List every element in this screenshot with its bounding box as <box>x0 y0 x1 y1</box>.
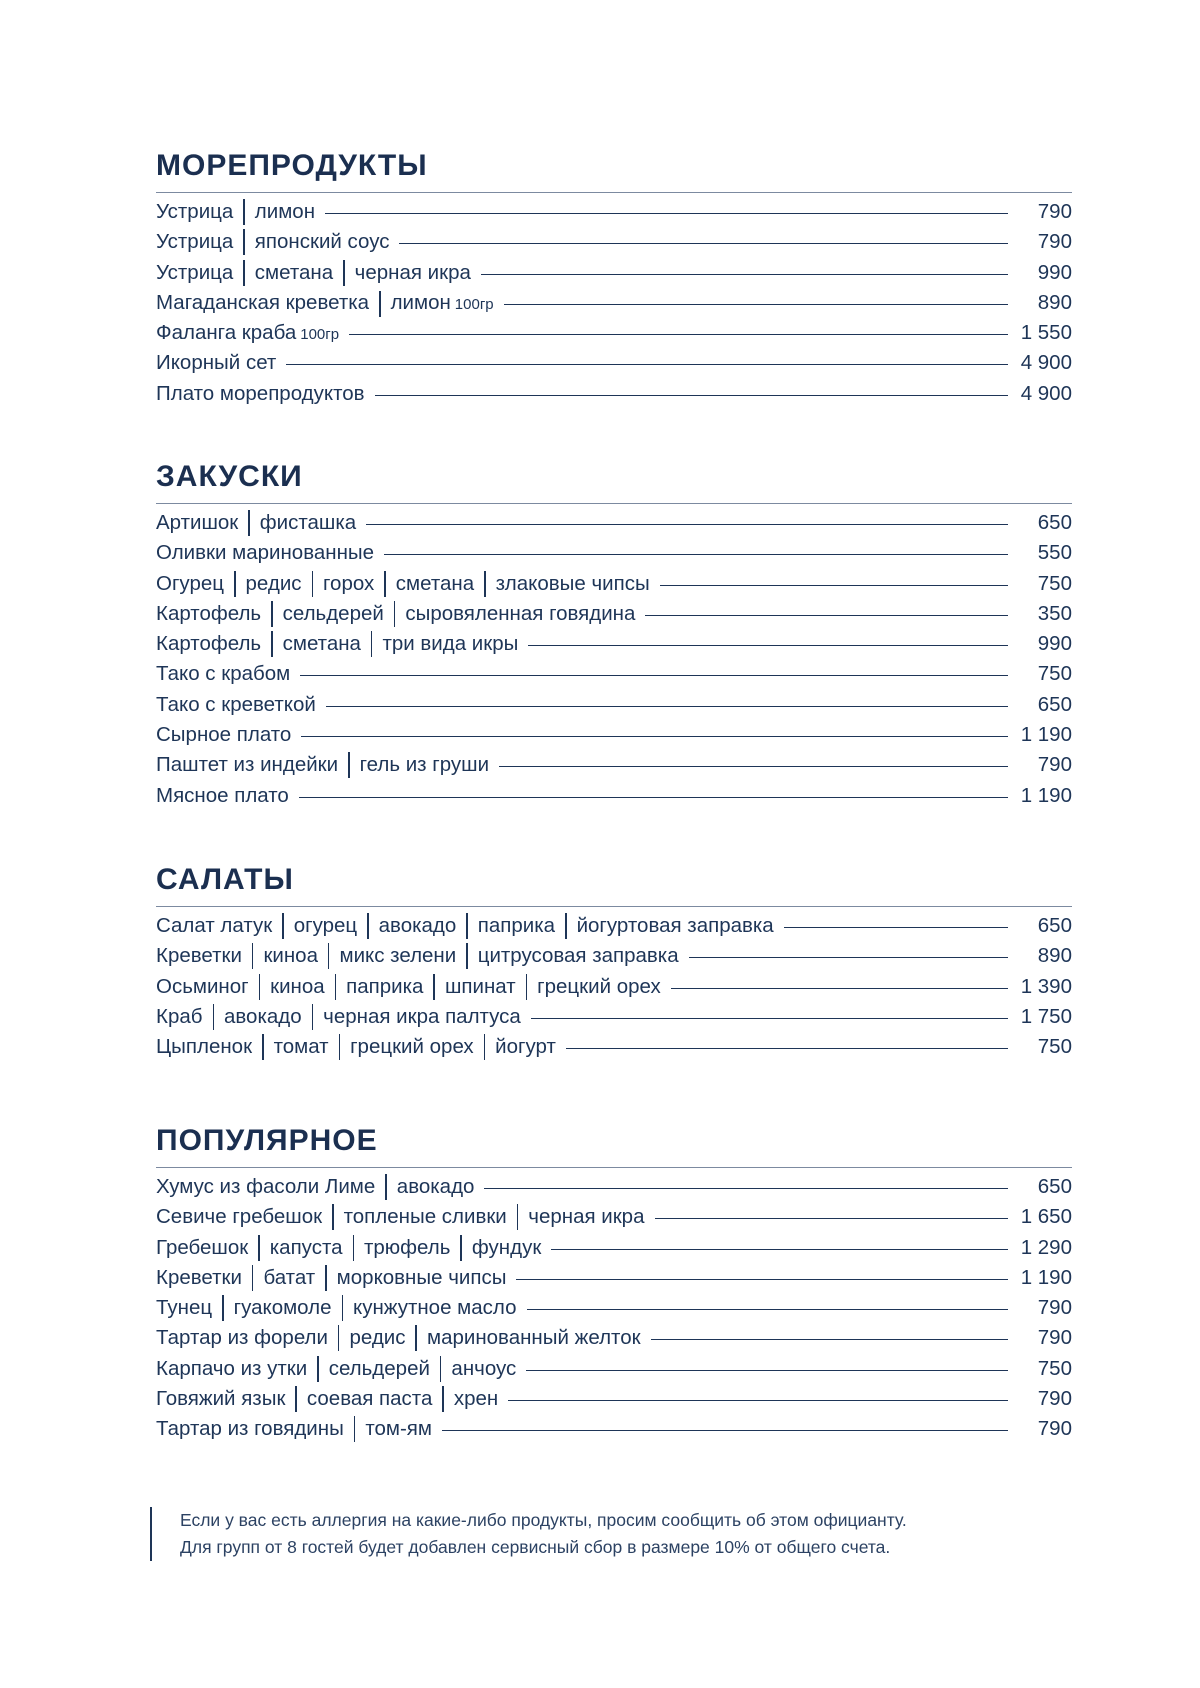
dish-price: 650 <box>1037 914 1072 937</box>
ingredient-separator <box>565 913 567 939</box>
menu-item <box>156 911 1072 941</box>
dot-leader-line <box>508 1400 1008 1401</box>
dot-leader-line <box>484 1188 1008 1189</box>
ingredient-separator <box>271 601 273 627</box>
dish-title: Устрица <box>156 200 234 223</box>
menu-item <box>156 720 1072 750</box>
dot-leader-line <box>349 334 1008 335</box>
dot-leader-line <box>326 706 1008 707</box>
dot-leader-line <box>299 797 1008 798</box>
ingredient-separator <box>384 571 386 597</box>
ingredient: сыровяленная говядина <box>405 601 636 625</box>
menu-item <box>156 538 1072 568</box>
dish-title: Огурец <box>156 571 224 595</box>
service-charge-notice-line: Для групп от 8 гостей будет добавлен сервисный сбор в размере 10% от общего счета. <box>180 1537 891 1557</box>
menu-item <box>156 1263 1072 1293</box>
dish-price: 550 <box>1037 541 1072 565</box>
dish-price: 4 900 <box>1020 351 1072 375</box>
dot-leader-line <box>325 213 1008 214</box>
ingredient-separator <box>213 1004 215 1030</box>
ingredient-separator <box>338 1325 340 1351</box>
ingredient-separator <box>484 571 486 597</box>
dish-name <box>156 569 650 599</box>
dish-title: Тартар из форели <box>156 1326 328 1350</box>
dot-leader-line <box>784 927 1008 928</box>
menu-item <box>156 972 1072 1002</box>
menu-item <box>156 1032 1072 1062</box>
ingredient: редис <box>349 1326 406 1350</box>
dish-name <box>156 629 518 659</box>
dish-price: 1 190 <box>1020 783 1072 807</box>
dish-name <box>156 379 365 409</box>
ingredient: соевая паста <box>306 1387 433 1411</box>
dish-name <box>156 288 494 320</box>
menu-list <box>156 197 1072 409</box>
ingredient: гель из груши <box>359 753 490 777</box>
dish-title: Устрица <box>156 230 234 254</box>
dot-leader-line <box>689 957 1008 958</box>
menu-item <box>156 1172 1072 1202</box>
dish-price: 650 <box>1037 511 1072 534</box>
dish-name <box>156 911 774 941</box>
ingredient-separator <box>252 1265 254 1291</box>
dish-name <box>156 197 315 227</box>
menu-item <box>156 599 1072 629</box>
ingredient: огурец <box>293 914 358 937</box>
ingredient-separator <box>484 1034 486 1060</box>
dish-title: Гребешок <box>156 1235 249 1259</box>
ingredient: японский соус <box>254 230 390 254</box>
dish-name <box>156 258 471 288</box>
ingredient-separator <box>325 1265 327 1291</box>
dish-title: Осьминог <box>156 974 249 998</box>
dish-price: 650 <box>1037 1175 1072 1198</box>
dish-name <box>156 227 389 257</box>
dot-leader-line <box>366 524 1008 525</box>
dish-title: Тартар из говядины <box>156 1417 344 1441</box>
ingredient: сельдерей <box>328 1356 430 1380</box>
dish-price: 790 <box>1037 1296 1072 1320</box>
section-title: МОРЕПРОДУКТЫ <box>156 149 428 182</box>
dish-title: Икорный сет <box>156 351 277 375</box>
ingredient: авокадо <box>224 1004 302 1028</box>
ingredient-separator <box>339 1034 341 1060</box>
menu-item <box>156 227 1072 257</box>
dish-title: Сырное плато <box>156 723 292 747</box>
ingredient-separator <box>526 974 528 1000</box>
dish-name <box>156 508 356 538</box>
ingredient-separator <box>415 1325 417 1351</box>
section-divider <box>156 906 1072 907</box>
ingredient: сметана <box>254 260 334 284</box>
menu-item <box>156 1354 1072 1384</box>
ingredient: анчоус <box>451 1356 517 1380</box>
section-divider <box>156 192 1072 193</box>
ingredient-separator <box>248 510 250 536</box>
portion-weight: 100гр <box>454 295 494 313</box>
menu-item <box>156 508 1072 538</box>
ingredient-separator <box>335 974 337 1000</box>
dish-price: 990 <box>1037 260 1072 284</box>
ingredient: микс зелени <box>339 944 457 968</box>
allergy-notice <box>150 1507 1080 1561</box>
ingredient: сметана <box>395 571 475 595</box>
dot-leader-line <box>531 1018 1008 1019</box>
ingredient: черная икра <box>354 260 471 284</box>
dish-price: 890 <box>1037 290 1072 314</box>
menu-item <box>156 258 1072 288</box>
dish-name <box>156 1172 474 1202</box>
menu-item <box>156 1384 1072 1414</box>
ingredient: фисташка <box>259 511 357 534</box>
ingredient: авокадо <box>396 1175 475 1198</box>
dish-title: Креветки <box>156 944 242 968</box>
dot-leader-line <box>442 1430 1008 1431</box>
ingredient: три вида икры <box>382 632 519 656</box>
dish-name <box>156 720 291 750</box>
section-title: САЛАТЫ <box>156 863 294 896</box>
ingredient: том-ям <box>365 1417 433 1441</box>
menu-item <box>156 1233 1072 1263</box>
ingredient-separator <box>252 943 254 969</box>
menu-item <box>156 1414 1072 1444</box>
section-title: ЗАКУСКИ <box>156 460 303 493</box>
section-popular <box>156 1121 1072 1445</box>
ingredient-separator <box>367 913 369 939</box>
menu-item <box>156 750 1072 780</box>
dish-price: 650 <box>1037 692 1072 716</box>
ingredient: морковные чипсы <box>336 1265 507 1289</box>
portion-weight: 100гр <box>300 326 340 344</box>
dish-price: 1 650 <box>1020 1205 1072 1229</box>
dot-leader-line <box>399 243 1008 244</box>
ingredient-separator <box>317 1356 319 1382</box>
dish-name <box>156 941 679 971</box>
dot-leader-line <box>516 1279 1008 1280</box>
allergy-notice-line: Если у вас есть аллергия на какие-либо продукты, просим сообщить об этом официанту. <box>180 1510 907 1530</box>
section-seafood <box>156 146 1072 409</box>
ingredient-separator <box>440 1356 442 1382</box>
dot-leader-line <box>504 304 1008 305</box>
menu-item <box>156 659 1072 689</box>
dish-name <box>156 1233 541 1263</box>
ingredient: фундук <box>471 1235 542 1259</box>
dish-price: 750 <box>1037 1035 1072 1059</box>
ingredient: горох <box>323 571 375 595</box>
ingredient: хрен <box>453 1387 499 1411</box>
ingredient-separator <box>385 1174 387 1200</box>
ingredient: йогурт <box>495 1035 556 1059</box>
ingredient: цитрусовая заправка <box>477 944 679 968</box>
dot-leader-line <box>301 736 1008 737</box>
ingredient-separator <box>394 601 396 627</box>
dot-leader-line <box>384 554 1008 555</box>
dish-name <box>156 318 339 350</box>
ingredient: авокадо <box>378 914 457 937</box>
dish-title: Тако с крабом <box>156 662 291 686</box>
dish-name <box>156 1293 517 1323</box>
dish-title: Магаданская креветка <box>156 290 370 314</box>
dish-price: 1 190 <box>1020 723 1072 747</box>
menu-item <box>156 1002 1072 1032</box>
menu-list <box>156 508 1072 811</box>
menu-item <box>156 941 1072 971</box>
menu-item <box>156 569 1072 599</box>
dish-title: Хумус из фасоли Лиме <box>156 1175 376 1198</box>
dish-name <box>156 781 289 811</box>
dot-leader-line <box>481 274 1008 275</box>
menu-item <box>156 1202 1072 1232</box>
menu-item <box>156 1323 1072 1353</box>
dot-leader-line <box>526 1370 1008 1371</box>
menu-item <box>156 781 1072 811</box>
dish-name <box>156 750 489 780</box>
ingredient: йогуртовая заправка <box>576 914 774 937</box>
dish-price: 1 390 <box>1020 974 1072 998</box>
section-title: ПОПУЛЯРНОЕ <box>156 1124 378 1157</box>
ingredient: маринованный желток <box>426 1326 641 1350</box>
dish-price: 790 <box>1037 200 1072 223</box>
dish-title: Тунец <box>156 1296 213 1320</box>
ingredient-separator <box>460 1235 462 1261</box>
ingredient-separator <box>328 943 330 969</box>
ingredient: грецкий орех <box>537 974 661 998</box>
ingredient: черная икра <box>528 1205 645 1229</box>
ingredient-separator <box>348 752 350 778</box>
dot-leader-line <box>645 615 1008 616</box>
ingredient-separator <box>332 1204 334 1230</box>
menu-item <box>156 379 1072 409</box>
dish-title: Картофель <box>156 632 262 656</box>
dish-title: Говяжий язык <box>156 1387 286 1411</box>
dot-leader-line <box>551 1249 1008 1250</box>
dish-price: 790 <box>1037 753 1072 777</box>
dot-leader-line <box>300 675 1008 676</box>
menu-item <box>156 318 1072 348</box>
dot-leader-line <box>527 1309 1008 1310</box>
dish-name <box>156 599 635 629</box>
ingredient: шпинат <box>444 974 516 998</box>
ingredient-separator <box>222 1295 224 1321</box>
ingredient-separator <box>271 631 273 657</box>
ingredient: киноа <box>263 944 318 968</box>
ingredient: паприка <box>346 974 424 998</box>
ingredient: паприка <box>477 914 556 937</box>
ingredient: трюфель <box>364 1235 451 1259</box>
ingredient-separator <box>379 291 381 317</box>
dot-leader-line <box>566 1048 1008 1049</box>
dish-price: 4 900 <box>1020 381 1072 405</box>
ingredient-separator <box>312 571 314 597</box>
ingredient-separator <box>354 1416 356 1442</box>
dish-title: Плато морепродуктов <box>156 381 365 405</box>
dish-name <box>156 1202 645 1232</box>
menu-list <box>156 911 1072 1062</box>
ingredient: томат <box>273 1035 329 1059</box>
dot-leader-line <box>286 364 1008 365</box>
ingredient: батат <box>263 1265 316 1289</box>
dish-name <box>156 1323 641 1353</box>
dish-name <box>156 659 290 689</box>
menu-item <box>156 288 1072 318</box>
ingredient: сметана <box>282 632 361 656</box>
section-divider <box>156 1167 1072 1168</box>
ingredient-separator <box>466 943 468 969</box>
menu-item <box>156 348 1072 378</box>
dot-leader-line <box>375 395 1008 396</box>
dish-title: Краб <box>156 1004 203 1028</box>
menu-list <box>156 1172 1072 1445</box>
dish-price: 750 <box>1037 571 1072 595</box>
dish-name <box>156 1414 432 1444</box>
ingredient-separator <box>243 260 245 286</box>
dish-name <box>156 538 374 568</box>
dish-price: 750 <box>1037 1356 1072 1380</box>
menu-item <box>156 629 1072 659</box>
ingredient-separator <box>342 1295 344 1321</box>
dish-title: Картофель <box>156 601 262 625</box>
ingredient: гуакомоле <box>233 1296 332 1320</box>
dot-leader-line <box>671 988 1008 989</box>
dish-name <box>156 348 276 378</box>
dish-name <box>156 1032 556 1062</box>
dish-title: Паштет из индейки <box>156 753 339 777</box>
dish-price: 1 550 <box>1020 321 1072 345</box>
dish-price: 790 <box>1037 1326 1072 1350</box>
ingredient-separator <box>343 260 345 286</box>
dish-price: 990 <box>1037 632 1072 656</box>
dish-title: Салат латук <box>156 914 273 937</box>
dish-name <box>156 1384 498 1414</box>
menu-item <box>156 1293 1072 1323</box>
ingredient-separator <box>312 1004 314 1030</box>
dish-name <box>156 1002 521 1032</box>
dish-price: 790 <box>1037 1387 1072 1411</box>
ingredient: сельдерей <box>282 601 384 625</box>
ingredient: капуста <box>269 1235 343 1259</box>
ingredient-separator <box>234 571 236 597</box>
dish-title: Севиче гребешок <box>156 1205 323 1229</box>
dot-leader-line <box>528 645 1008 646</box>
ingredient-separator <box>466 913 468 939</box>
ingredient: киноа <box>270 974 325 998</box>
dish-price: 890 <box>1037 944 1072 968</box>
dish-price: 1 190 <box>1020 1265 1072 1289</box>
section-appetizers <box>156 457 1072 811</box>
ingredient-separator <box>258 1235 260 1261</box>
section-divider <box>156 503 1072 504</box>
dish-title: Карпачо из утки <box>156 1356 308 1380</box>
dish-price: 1 750 <box>1020 1004 1072 1028</box>
ingredient-separator <box>262 1034 264 1060</box>
dot-leader-line <box>499 766 1008 767</box>
dish-title: Оливки маринованные <box>156 541 375 565</box>
dish-title: Артишок <box>156 511 239 534</box>
menu-item <box>156 690 1072 720</box>
dish-title: Креветки <box>156 1265 242 1289</box>
dot-leader-line <box>660 585 1008 586</box>
ingredient-separator <box>442 1386 444 1412</box>
dish-price: 790 <box>1037 230 1072 254</box>
ingredient: кунжутное масло <box>353 1296 517 1320</box>
ingredient-separator <box>282 913 284 939</box>
dish-title: Мясное плато <box>156 783 289 807</box>
ingredient: лимон <box>390 290 451 314</box>
ingredient: лимон <box>254 200 316 223</box>
dot-leader-line <box>651 1339 1008 1340</box>
dish-title: Устрица <box>156 260 234 284</box>
section-salads <box>156 860 1072 1062</box>
ingredient-separator <box>259 974 261 1000</box>
dish-title: Цыпленок <box>156 1035 253 1059</box>
ingredient: редис <box>245 571 302 595</box>
menu-item <box>156 197 1072 227</box>
ingredient-separator <box>243 229 245 255</box>
dish-title: Тако с креветкой <box>156 692 316 716</box>
dish-name <box>156 1263 506 1293</box>
dish-name <box>156 690 316 720</box>
dish-price: 750 <box>1037 662 1072 686</box>
ingredient: грецкий орех <box>350 1035 474 1059</box>
dot-leader-line <box>655 1218 1009 1219</box>
dish-name <box>156 1354 516 1384</box>
ingredient: топленые сливки <box>343 1205 507 1229</box>
ingredient: злаковые чипсы <box>495 571 650 595</box>
dish-price: 350 <box>1037 601 1072 625</box>
ingredient-separator <box>433 974 435 1000</box>
dish-price: 790 <box>1037 1417 1072 1441</box>
ingredient-separator <box>371 631 373 657</box>
dish-name <box>156 972 661 1002</box>
ingredient-separator <box>353 1235 355 1261</box>
ingredient-separator <box>243 199 245 225</box>
dish-title: Фаланга краба <box>156 321 297 345</box>
ingredient-separator <box>517 1204 519 1230</box>
dish-price: 1 290 <box>1020 1235 1072 1259</box>
ingredient: черная икра палтуса <box>323 1004 521 1028</box>
ingredient-separator <box>295 1386 297 1412</box>
